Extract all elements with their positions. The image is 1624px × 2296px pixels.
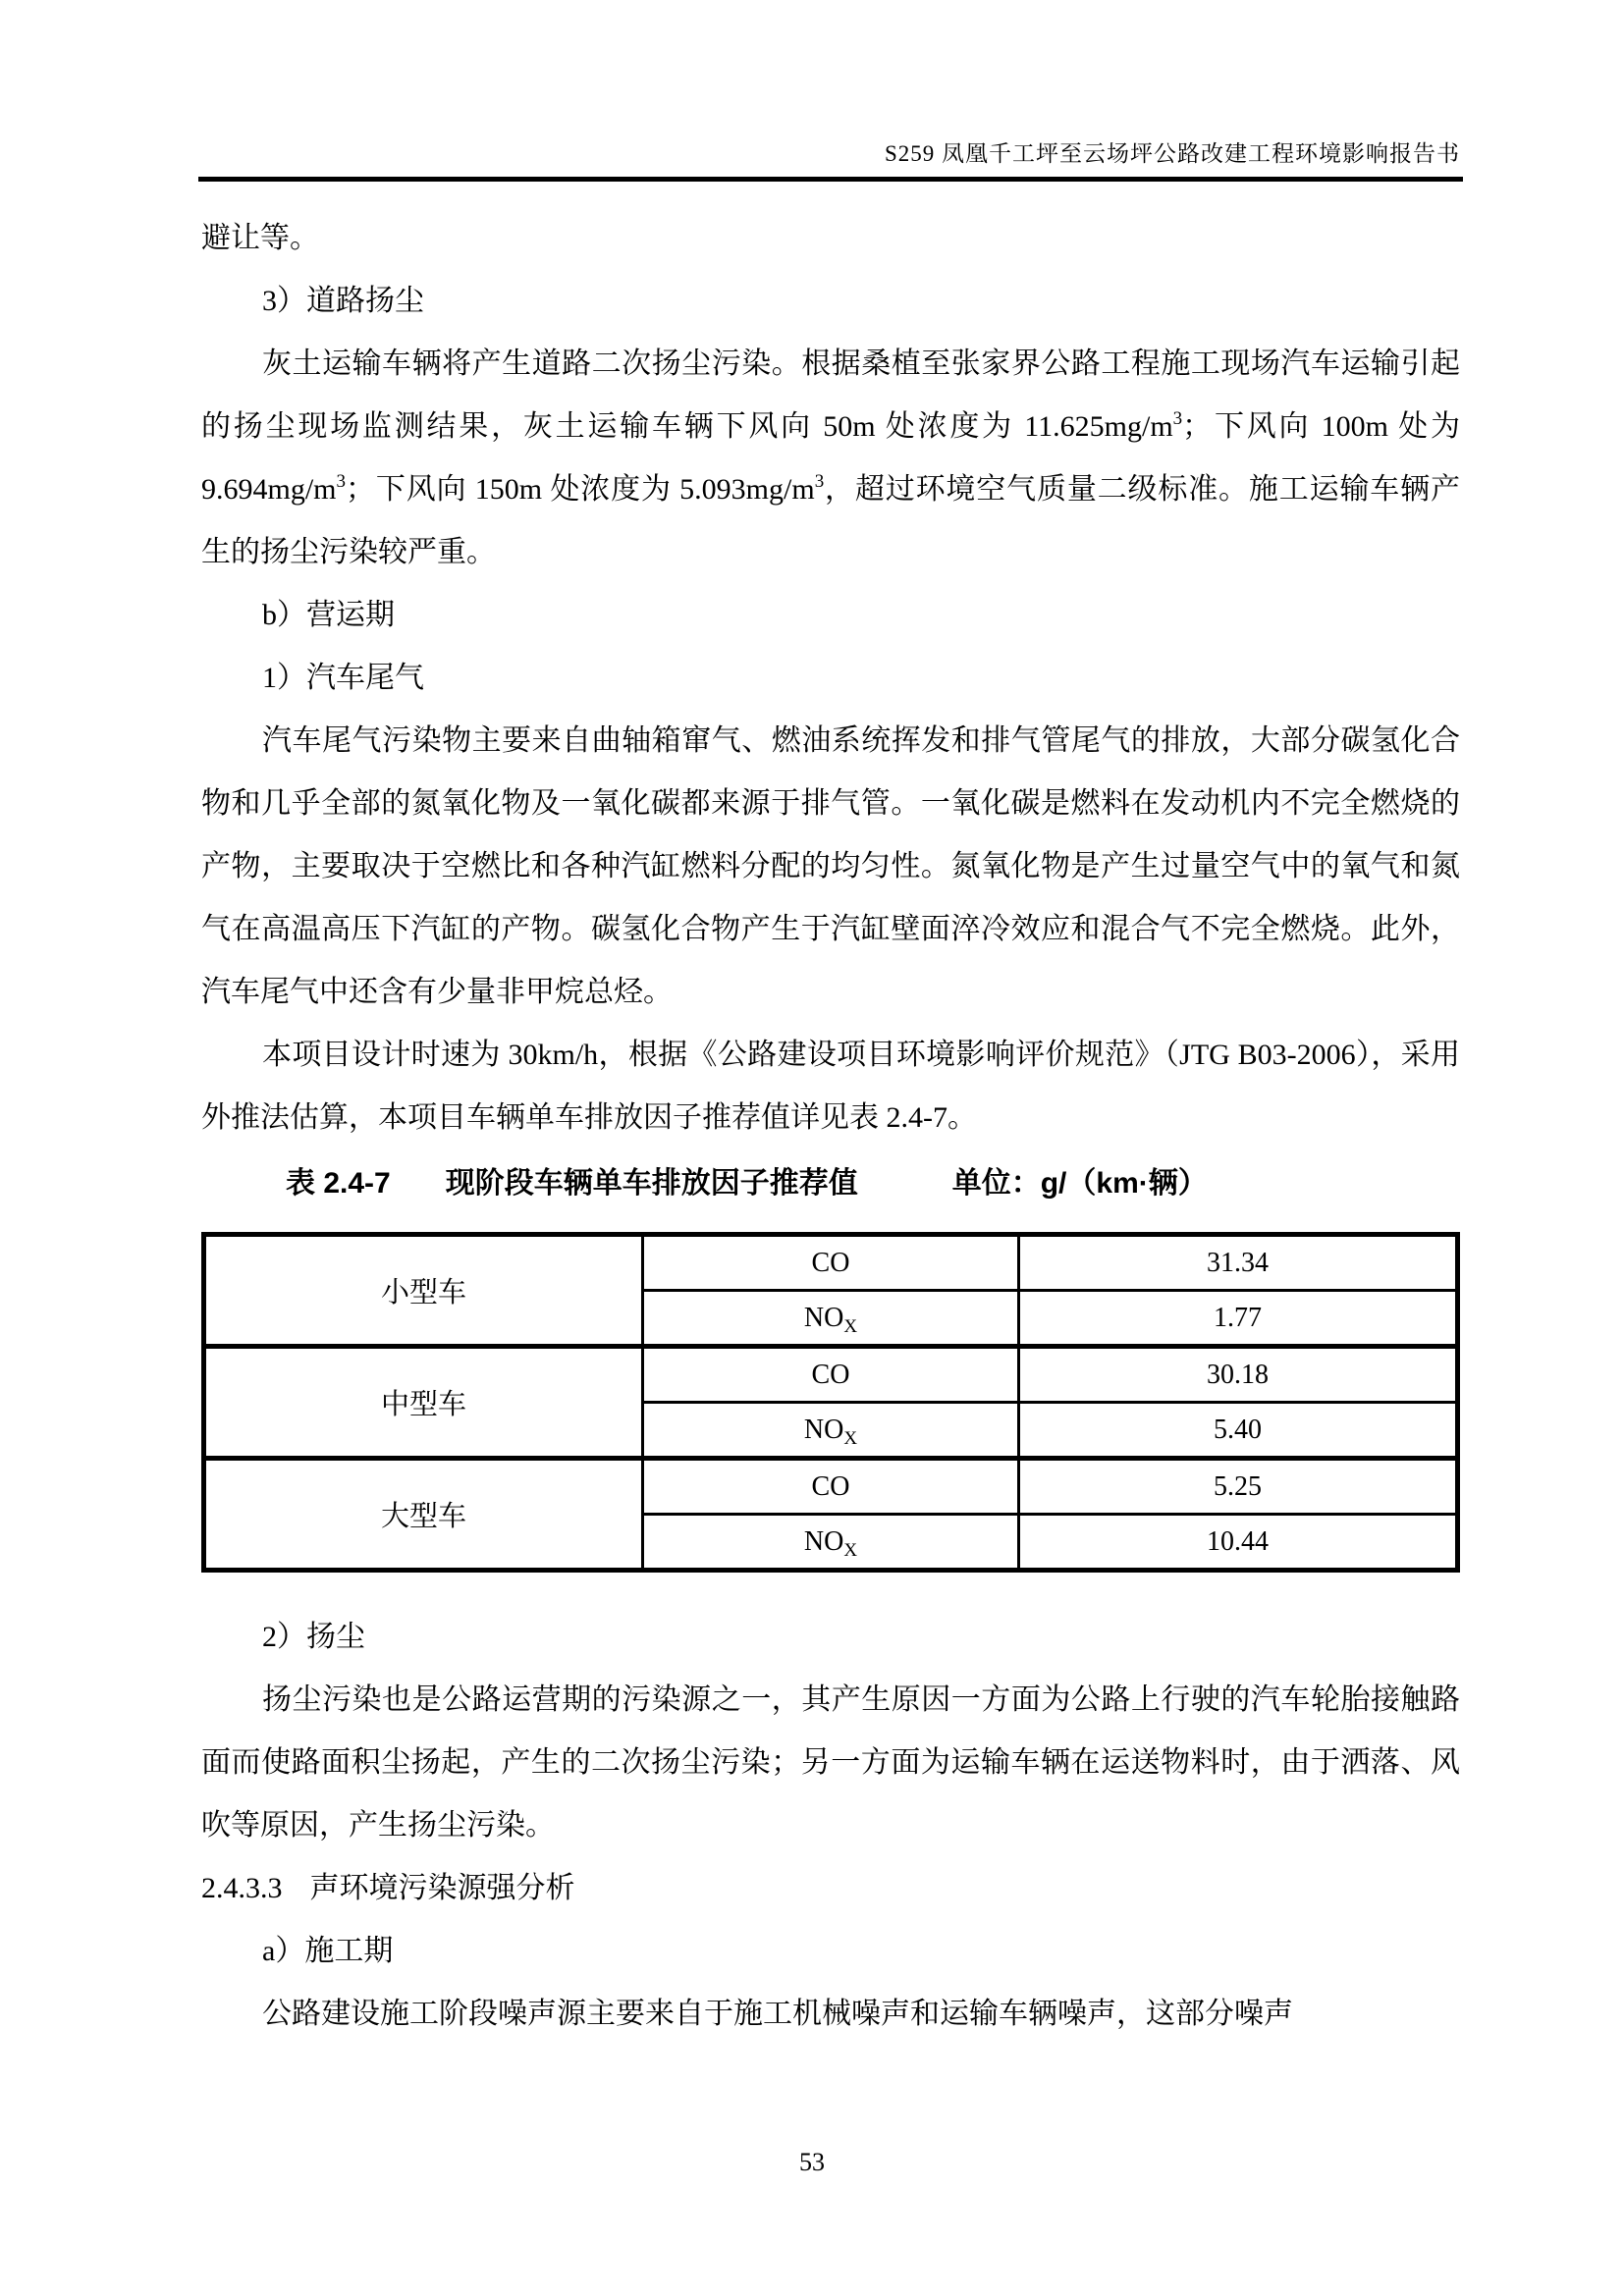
pollutant-cell: $NO_X$	[642, 1291, 1018, 1347]
pollutant-cell: $NO_X$	[642, 1515, 1018, 1571]
table-caption	[201, 1163, 1460, 1204]
heading-vehicle-exhaust: 1）汽车尾气	[262, 662, 424, 694]
vehicle-type-cell: 小型车	[204, 1235, 643, 1347]
table-caption-title: 现阶段车辆单车排放因子推荐值	[445, 1167, 858, 1200]
pollutant-cell: CO	[642, 1235, 1018, 1291]
table-row	[204, 1459, 1458, 1515]
section-heading	[201, 1857, 1460, 1920]
heading-construction-period: a）施工期	[262, 1935, 394, 1967]
heading-road-dust: 3）道路扬尘	[262, 285, 424, 317]
header-rule	[198, 177, 1463, 182]
vehicle-type-cell: 大型车	[204, 1459, 643, 1571]
heading-operation-period: b）营运期	[262, 599, 395, 631]
table-caption-unit: 单位：g/（km·辆）	[951, 1167, 1208, 1200]
pollutant-cell: CO	[642, 1347, 1018, 1403]
pollutant-cell: $NO_X$	[642, 1403, 1018, 1459]
page-number: 53	[799, 2148, 825, 2176]
paragraph-construction-noise: 公路建设施工阶段噪声源主要来自于施工机械噪声和运输车辆噪声，这部分噪声	[262, 1998, 1293, 2030]
section-number: 2.4.3.3	[201, 1872, 283, 1904]
value-cell: 5.40	[1019, 1403, 1458, 1459]
value-cell: 31.34	[1019, 1235, 1458, 1291]
pollutant-cell: CO	[642, 1459, 1018, 1515]
table-row	[204, 1235, 1458, 1291]
paragraph-continuation: 避让等。	[201, 222, 319, 254]
value-cell: 10.44	[1019, 1515, 1458, 1571]
value-cell: 30.18	[1019, 1347, 1458, 1403]
paragraph-dust: 扬尘污染也是公路运营期的污染源之一，其产生原因一方面为公路上行驶的汽车轮胎接触路面而使路面积尘扬起，产生的二次扬尘污染；另一方面为运输车辆在运送物料时，由于洒落、风吹等原因，产生扬尘污染。	[201, 1683, 1460, 1842]
value-cell: 5.25	[1019, 1459, 1458, 1515]
page-footer	[0, 2146, 1624, 2179]
page-content	[201, 207, 1460, 2046]
paragraph-emission-factor-intro: 本项目设计时速为 30km/h，根据《公路建设项目环境影响评价规范》（JTG B03-2006），采用外推法估算，本项目车辆单车排放因子推荐值详见表 2.4-7。	[201, 1039, 1460, 1134]
heading-dust: 2）扬尘	[262, 1621, 365, 1653]
value-cell: 1.77	[1019, 1291, 1458, 1347]
emission-factor-table	[201, 1232, 1460, 1573]
table-row	[204, 1347, 1458, 1403]
paragraph-vehicle-exhaust: 汽车尾气污染物主要来自曲轴箱窜气、燃油系统挥发和排气管尾气的排放，大部分碳氢化合物和几乎全部的氮氧化物及一氧化碳都来源于排气管。一氧化碳是燃料在发动机内不完全燃烧的产物，主要取决于空燃比和各种汽缸燃料分配的均匀性。氮氧化物是产生过量空气中的氧气和氮气在高温高压下汽缸的产物。碳氢化合物产生于汽缸壁面淬冷效应和混合气不完全燃烧。此外，汽车尾气中还含有少量非甲烷总烃。	[201, 724, 1460, 1008]
section-title: 声环境污染源强分析	[309, 1872, 575, 1904]
paragraph-road-dust: 灰土运输车辆将产生道路二次扬尘污染。根据桑植至张家界公路工程施工现场汽车运输引起的扬尘现场监测结果，灰土运输车辆下风向 50m 处浓度为 $11.625mg/m^3$；下风向 100m 处为 $9.694mg/m^3$；下风向 150m 处浓度为 $5.093mg/m^3$，超过环境空气质量二级标准。施工运输车辆产生的扬尘污染较严重。	[201, 347, 1460, 568]
vehicle-type-cell: 中型车	[204, 1347, 643, 1459]
header-title: S259 凤凰千工坪至云场坪公路改建工程环境影响报告书	[884, 141, 1460, 166]
table-caption-label: 表 2.4-7	[286, 1167, 391, 1200]
